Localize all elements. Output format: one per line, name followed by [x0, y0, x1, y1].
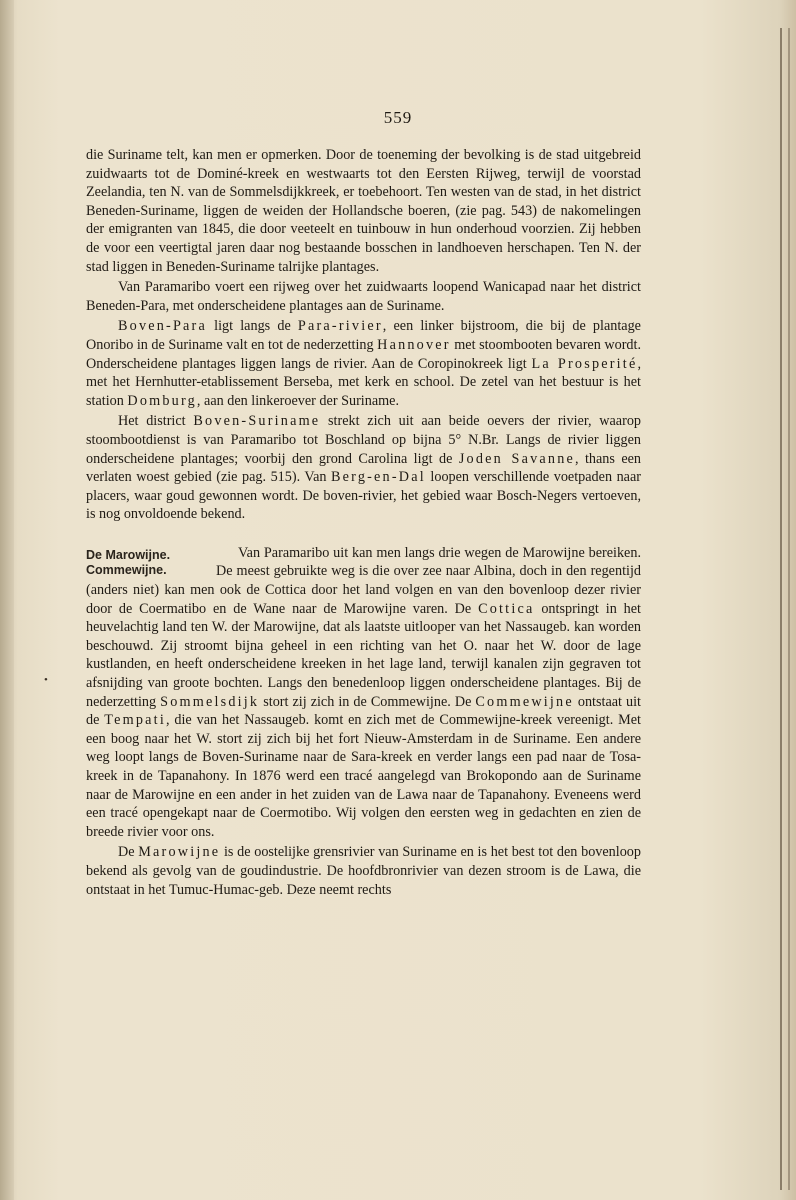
term-boven-para: Boven-Para — [118, 318, 207, 335]
term-joden-savanne: Joden Savanne — [458, 450, 575, 467]
term-marowijne: Marowijne — [138, 844, 221, 861]
term-commewijne: Commewijne — [475, 693, 574, 710]
page-number: 559 — [383, 108, 413, 127]
paragraph-6: De Marowijne is de oostelijke grensrivier van Suriname en is het best tot den bovenloop bekend als gevolg van de goudindustrie. De hoofdbronrivier van dezen stroom is de Lawa, die ontstaat in het Tumuc-Humac-geb. Deze neemt rechts — [86, 844, 641, 898]
section-marowijne — [86, 544, 641, 899]
paragraph-1: die Suriname telt, kan men er opmerken. Door de toeneming der bevolking is de stad uitgebreid zuidwaarts tot de Dominé-kreek en westwaarts tot den Eersten Rijweg, terwijl de voorstad Zeelandia, ten N. van de Sommelsdijkkreek, er toebehoort. Ten westen van de stad, in het district Beneden-Suriname, liggen de weiden der Hollandsche boeren, (zie pag. 543) de nakomelingen der emigranten van 1845, die door veeteelt en tuinbouw in hun onderhoud voorzien. Zij hebben de voor een veertigtal jaren daar nog bestaande bosschen in landhoeven herschapen. Ten N. der stad liggen in Beneden-Suriname talrijke plantages. — [86, 147, 641, 275]
main-text — [86, 146, 641, 899]
term-para-rivier: Para-rivier — [297, 318, 383, 335]
term-cottica: Cottica — [478, 600, 535, 617]
margin-heading — [86, 548, 204, 578]
page-gutter — [0, 0, 14, 1200]
margin-heading-commewijne: Commewijne. — [86, 562, 167, 577]
paragraph-4: Het district Boven-Suriname strekt zich uit aan beide oevers der rivier, waarop stoombootdienst is van Paramaribo tot Boschland op bijna 5° N.Br. Langs de rivier liggen onderscheidene plantages; voorbij den grond Carolina ligt de Joden Savanne, thans een verlaten woest gebied (zie pag. 515). Van Berg-en-Dal loopen verschillende voetpaden naar placers, waar goud gewonnen wordt. De boven-rivier, het gebied waar Bosch-Negers vertoeven, is nog onvoldoende bekend. — [86, 413, 642, 523]
paragraph-5: Van Paramaribo uit kan men langs drie wegen de Marowijne bereiken. De meest gebruikte weg is die over zee naar Albina, doch in den regentijd (anders niet) kan men ook de Cottica door het land volgen en van den bovenloop dezer rivier door de Coermatibo en de Wane naar de Marowijne varen. De Cottica ontspringt in het heuvelachtig land ten W. der Marowijne, dat als laatste uitlooper van het Nassaugeb. kan worden beschouwd. Zij stroomt bijna geheel in een richting van het O. naar het W. door de lage kustlanden, en heeft onderscheidene kreeken in het lage land, terwijl kanalen zijn gegraven tot afsnijding van groote bochten. Langs den benedenloop liggen onderscheidene plantages. Bij de nederzetting Sommelsdijk stort zij zich in de Commewijne. De Commewijne ontstaat uit de Tempati, die van het Nassaugeb. komt en zich met de Commewijne-kreek vereenigt. Met een boog naar het W. stort zij zich bij het fort Nieuw-Amsterdam in de Suriname. Een andere weg loopt langs de Boven-Suriname naar de Sara-kreek en verder langs een pad naar de Tosa-kreek in de Tapanahony. In 1876 werd een tracé aangelegd van Brokopondo aan de Suriname naar de Marowijne en een ander in het zuiden van de Lawa naar de Tapanahony. Eveneens werd een tracé opengekapt naar de Coermotibo. Wij volgen den eersten weg in gedachten en zien de breede rivier voor ons. — [86, 544, 641, 840]
margin-heading-marowijne: De Marowijne. — [86, 547, 171, 562]
paragraph-2: Van Paramaribo voert een rijweg over het zuidwaarts loopend Wanicapad naar het district Beneden-Para, met onderscheidene plantages aan de Suriname. — [86, 279, 641, 314]
term-hannover: Hannover — [377, 336, 451, 353]
term-domburg: Domburg — [127, 392, 197, 409]
term-berg-en-dal: Berg-en-Dal — [331, 469, 426, 486]
term-boven-suriname: Boven-Suriname — [193, 413, 321, 430]
term-sommelsdijk: Sommelsdijk — [160, 693, 260, 710]
paragraph-3: Boven-Para ligt langs de Para-rivier, een linker bijstroom, die bij de plantage Onoribo in de Suriname valt en tot de nederzetting Hannover met stoombooten bevaren wordt. Onderscheidene plantages liggen langs de rivier. Aan de Coropinokreek ligt La Prosperité, met het Hernhutter-etablissement Berseba, met kerk en school. De zetel van het bestuur is het station Domburg, aan den linkeroever der Suriname. — [86, 318, 642, 409]
term-la-prosperite: La Prosperité — [531, 355, 638, 372]
page-edge-line — [780, 28, 782, 1190]
term-tempati: Tempati — [104, 712, 166, 729]
page-edge-line-outer — [788, 28, 790, 1190]
margin-mark: • — [44, 674, 48, 686]
